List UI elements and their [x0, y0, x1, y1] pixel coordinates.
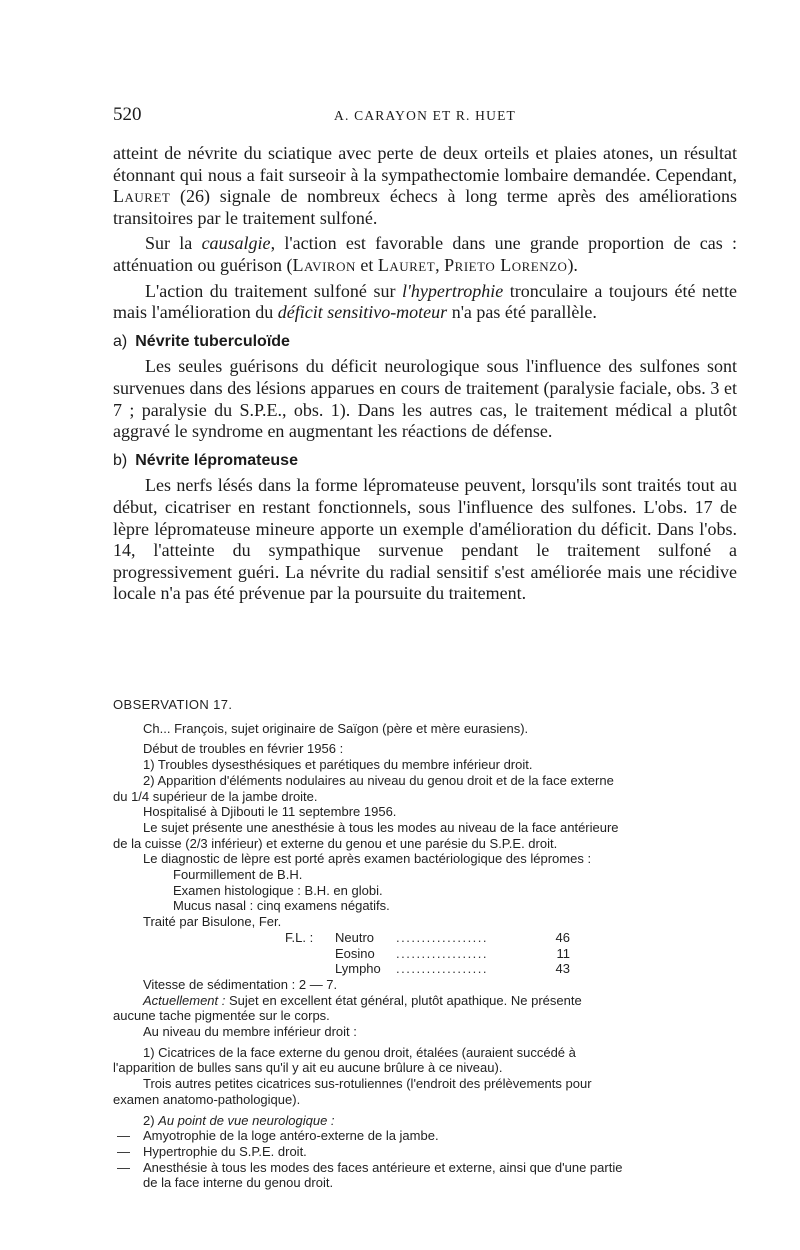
obs-line: Mucus nasal : cinq examens négatifs. — [173, 898, 390, 914]
dash-mark: — — [117, 1159, 130, 1175]
dash-mark: — — [117, 1143, 130, 1159]
leader-dots: .................. — [396, 945, 489, 961]
text-run: (26) signale de nombreux échecs à long terme après des améliorations transitoires par le traitement sulfoné. — [113, 186, 737, 228]
obs-dash-line — [113, 1144, 741, 1160]
formula-row — [113, 961, 741, 977]
dash-mark: — — [117, 1128, 130, 1144]
obs-line: Vitesse de sédimentation : 2 — 7. — [143, 976, 338, 992]
text-run: , — [435, 254, 445, 275]
obs-line: Traité par Bisulone, Fer. — [143, 914, 282, 930]
obs-line — [113, 1113, 741, 1129]
paragraph-sciatique — [113, 143, 737, 229]
text-run: Sur la — [145, 233, 202, 254]
page-number: 520 — [113, 104, 142, 125]
leader-dots: .................. — [396, 961, 489, 977]
obs-line: Trois autres petites cicatrices sus-rotuliennes (l'endroit des prélèvements pour — [143, 1076, 592, 1092]
obs-line: Examen histologique : B.H. en globi. — [173, 882, 383, 898]
obs-line: Au niveau du membre inférieur droit : — [143, 1024, 357, 1040]
leader-dots: .................. — [396, 929, 489, 945]
section-heading-tuberculoide — [113, 331, 737, 353]
formula-name: Lympho — [335, 961, 381, 977]
text-run: ). — [567, 254, 578, 275]
formula-row — [113, 946, 741, 962]
observation-title: OBSERVATION 17. — [113, 697, 233, 712]
text-run: Amyotrophie de la loge antéro-externe de la jambe. — [143, 1128, 439, 1144]
obs-line: de la cuisse (2/3 inférieur) et externe du genou et une parésie du S.P.E. droit. — [113, 835, 558, 851]
obs-line: 2) Apparition d'éléments nodulaires au niveau du genou droit et de la face externe — [143, 772, 614, 788]
author-name: Lauret — [113, 186, 171, 207]
paragraph-lepromateuse: Les nerfs lésés dans la forme lépromateuse peuvent, lorsqu'ils sont traités tout au début, cicatriser en restant fonctionnels, sous l'influence des sulfones. L'obs. 17 de lèpre lépromateuse mineure apporte un exemple d'amélioration du déficit. Dans l'obs. 14, l'atteinte du sympathique survenue pendant le traitement sulfoné a progressivement guéri. La névrite du radial sensitif s'est améliorée mais une récidive locale n'a pas été prévenue par la poursuite du traitement. — [113, 475, 737, 604]
emphasis: l'hypertrophie — [402, 280, 504, 301]
text-run: L'action du traitement sulfoné sur — [145, 280, 403, 301]
text-run: Hypertrophie du S.P.E. droit. — [143, 1143, 307, 1159]
paragraph-tuberculoide: Les seules guérisons du déficit neurologique sous l'influence des sulfones sont survenues dans des lésions apparues en cours de traitement (paralysie faciale, obs. 3 et 7 ; paralysie du S.P.E., obs. 1). Dans les autres cas, le traitement médical a plutôt aggravé le syndrome en augmentant les réactions de défense. — [113, 356, 737, 442]
text-run: n'a pas été parallèle. — [447, 302, 597, 323]
running-header — [113, 104, 737, 130]
text-run: 2) — [143, 1112, 159, 1128]
obs-line: 1) Cicatrices de la face externe du genou droit, étalées (auraient succédé à — [143, 1044, 576, 1060]
emphasis: Actuellement : — [143, 992, 226, 1008]
obs-line: 1) Troubles dysesthésiques et parétiques du membre inférieur droit. — [143, 757, 533, 773]
formula-name: Eosino — [335, 945, 375, 961]
section-heading-lepromateuse — [113, 450, 737, 472]
text-run: Sujet en excellent état général, plutôt apathique. Ne présente — [225, 992, 582, 1008]
paragraph-causalgie — [113, 233, 737, 276]
section-marker: b) — [113, 451, 128, 469]
formula-row — [113, 930, 741, 946]
obs-line: du 1/4 supérieur de la jambe droite. — [113, 788, 318, 804]
formula-label: F.L. : — [285, 929, 314, 945]
obs-line: Le sujet présente une anesthésie à tous les modes au niveau de la face antérieure — [143, 819, 619, 835]
main-text — [113, 143, 737, 605]
obs-line: de la face interne du genou droit. — [143, 1175, 334, 1191]
formula-value: 43 — [555, 961, 570, 977]
formula-name: Neutro — [335, 929, 375, 945]
obs-line: Le diagnostic de lèpre est porté après examen bactériologique des lépromes : — [143, 851, 592, 867]
obs-dash-line — [113, 1128, 741, 1144]
obs-line: Hospitalisé à Djibouti le 11 septembre 1956. — [143, 804, 397, 820]
obs-line — [113, 993, 741, 1009]
emphasis: causalgie — [201, 233, 271, 254]
author-name: Lauret — [377, 254, 436, 275]
obs-dash-line — [113, 1160, 741, 1176]
text-run: atteint de névrite du sciatique avec perte de deux orteils et plaies atones, un résultat étonnant qui nous a fait surseoir à la sympathectomie lombaire demandée. Cependant, — [113, 143, 737, 185]
observation-block — [113, 697, 741, 1191]
section-title: Névrite tuberculoïde — [135, 332, 290, 350]
formula-value: 11 — [556, 945, 570, 961]
obs-line: Ch... François, sujet originaire de Saïgon (père et mère eurasiens). — [143, 720, 529, 736]
text-run: Anesthésie à tous les modes des faces antérieure et externe, ainsi que d'une partie — [143, 1159, 623, 1175]
obs-line: l'apparition de bulles sans qu'il y ait eu aucune brûlure à ce niveau). — [113, 1060, 503, 1076]
text-run: et — [355, 254, 378, 275]
text-run: , l'action est favorable dans une grande proportion de cas : atténuation ou guérison ( — [113, 233, 737, 275]
obs-line: aucune tache pigmentée sur le corps. — [113, 1008, 330, 1024]
running-head-authors: A. CARAYON ET R. HUET — [334, 108, 516, 123]
author-name: Laviron — [292, 254, 356, 275]
section-marker: a) — [113, 332, 128, 350]
author-name: Prieto Lorenzo — [444, 254, 568, 275]
text-run: tronculaire a toujours été nette mais l'amélioration du — [113, 280, 737, 323]
paragraph-hypertrophie — [113, 281, 737, 324]
formula-value: 46 — [555, 929, 570, 945]
obs-line: Début de troubles en février 1956 : — [143, 741, 344, 757]
obs-line: examen anatomo-pathologique). — [113, 1091, 301, 1107]
emphasis: déficit sensitivo-moteur — [277, 302, 448, 323]
section-title: Névrite lépromateuse — [135, 451, 298, 469]
obs-line: Fourmillement de B.H. — [173, 867, 303, 883]
emphasis: Au point de vue neurologique : — [158, 1112, 335, 1128]
